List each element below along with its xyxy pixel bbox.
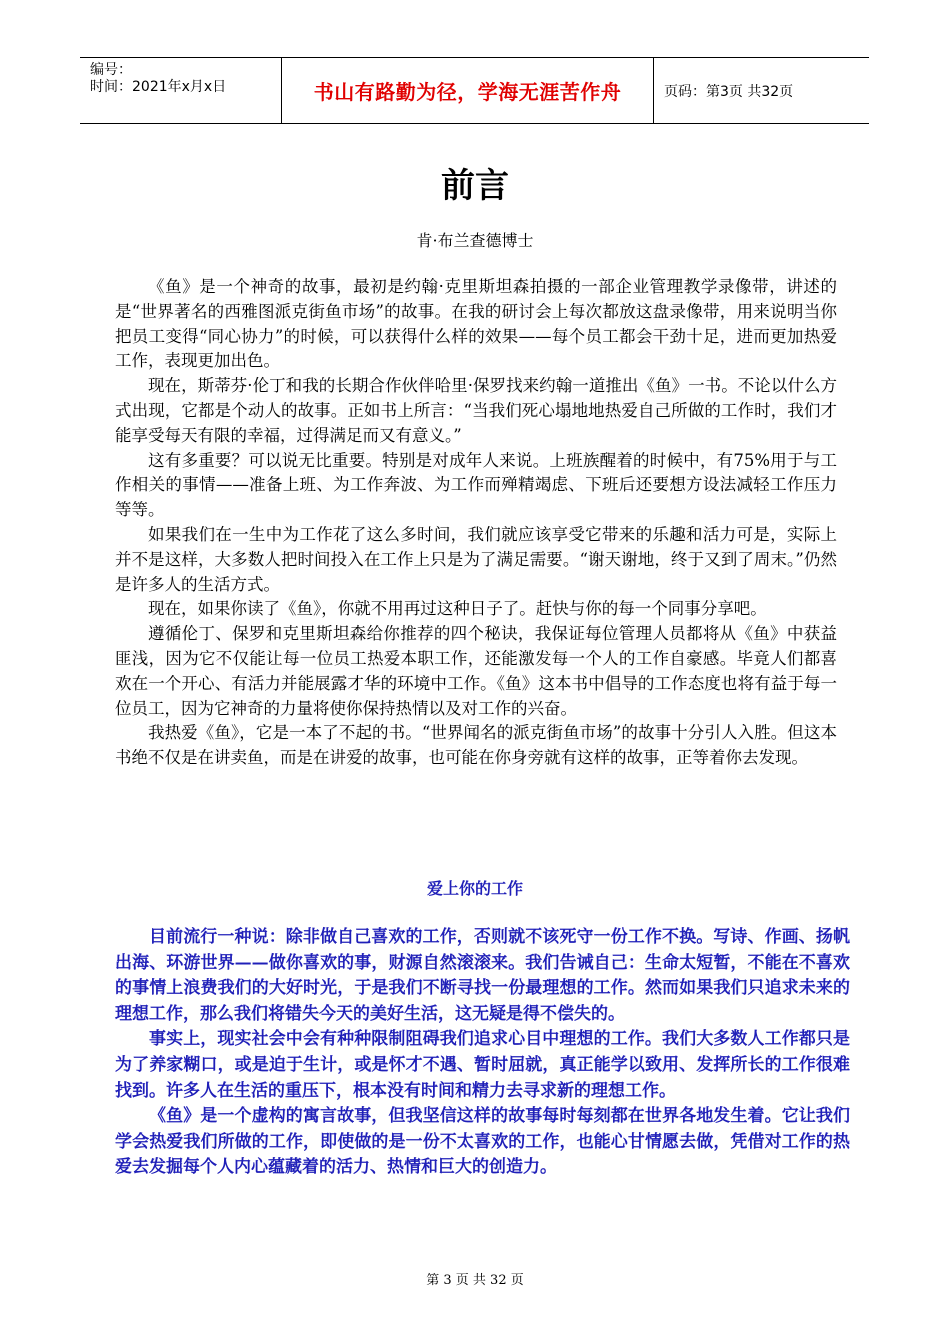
paragraph: 现在，斯蒂芬·伦丁和我的长期合作伙伴哈里·保罗找来约翰一道推出《鱼》一书。不论以什么方式出现，它都是个动人的故事。正如书上所言：“当我们死心塌地地热爱自己所做的工作时，我们才能享受每天有限的幸福，过得满足而又有意义。” [115, 376, 837, 445]
paragraph: 《鱼》是一个神奇的故事，最初是约翰·克里斯坦森拍摄的一部企业管理教学录像带，讲述的是“世界著名的西雅图派克街鱼市场”的故事。在我的研讨会上每次都放这盘录像带，用来说明当你把员工变得“同心协力”的时候，可以获得什么样的效果——每个员工都会干劲十足，进而更加热爱工作，表现更加出色。 [115, 277, 837, 371]
section-title: 爱上你的工作 [426, 879, 523, 898]
preface-body [115, 275, 837, 771]
paragraph: 目前流行一种说：除非做自己喜欢的工作，否则就不该死守一份工作不换。写诗、作画、扬帆出海、环游世界——做你喜欢的事，财源自然滚滚来。我们告诫自己：生命太短暂，不能在不喜欢的事情上浪费我们的大好时光，于是我们不断寻找一份最理想的工作。然而如果我们只追求未来的理想工作，那么我们将错失今天的美好生活，这无疑是得不偿失的。 [115, 927, 850, 1024]
paragraph: 我热爱《鱼》，它是一本了不起的书。“世界闻名的派克街鱼市场”的故事十分引人入胜。但这本书绝不仅是在讲卖鱼，而是在讲爱的故事，也可能在你身旁就有这样的故事，正等着你去发现。 [115, 723, 837, 768]
header-number: 编号： [90, 62, 132, 78]
paragraph: 现在，如果你读了《鱼》，你就不用再过这种日子了。赶快与你的每一个同事分享吧。 [148, 599, 767, 619]
page-title: 前言 [441, 166, 509, 206]
page-footer: 第 3 页 共 32 页 [426, 1273, 524, 1288]
paragraph: 事实上，现实社会中会有种种限制阻碍我们追求心目中理想的工作。我们大多数人工作都只是为了养家糊口，或是迫于生计，或是怀才不遇、暂时屈就，真正能学以致用、发挥所长的工作很难找到。许多人在生活的重压下，根本没有时间和精力去寻求新的理想工作。 [115, 1029, 850, 1101]
section-body [115, 925, 850, 1181]
header-time: 时间：2021年x月x日 [90, 79, 227, 95]
header-motto: 书山有路勤为径，学海无涯苦作舟 [282, 58, 654, 123]
paragraph: 这有多重要？可以说无比重要。特别是对成年人来说。上班族醒着的时候中，有75%用于与工作相关的事情——准备上班、为工作奔波、为工作而殚精竭虑、下班后还要想方设法减轻工作压力等等。 [115, 450, 837, 520]
header-page: 页码：第3页 共32页 [664, 83, 794, 100]
paragraph: 如果我们在一生中为工作花了这么多时间，我们就应该享受它带来的乐趣和活力可是，实际上并不是这样，大多数人把时间投入在工作上只是为了满足需要。“谢天谢地，终于又到了周末。”仍然是许多人的生活方式。 [115, 524, 837, 594]
paragraph: 《鱼》是一个虚构的寓言故事，但我坚信这样的故事每时每刻都在世界各地发生着。它让我们学会热爱我们所做的工作，即使做的是一份不太喜欢的工作，也能心甘情愿去做，凭借对工作的热爱去发掘每个人内心蕴藏着的活力、热情和巨大的创造力。 [115, 1106, 850, 1178]
paragraph: 遵循伦丁、保罗和克里斯坦森给你推荐的四个秘诀，我保证每位管理人员都将从《鱼》中获益匪浅，因为它不仅能让每一位员工热爱本职工作，还能激发每一个人的工作自豪感。毕竟人们都喜欢在一个开心、有活力并能展露才华的环境中工作。《鱼》这本书中倡导的工作态度也将有益于每一位员工，因为它神奇的力量将使你保持热情以及对工作的兴奋。 [115, 624, 837, 718]
page-header [80, 57, 869, 124]
author-line: 肯·布兰查德博士 [416, 231, 534, 250]
header-meta [80, 58, 282, 123]
